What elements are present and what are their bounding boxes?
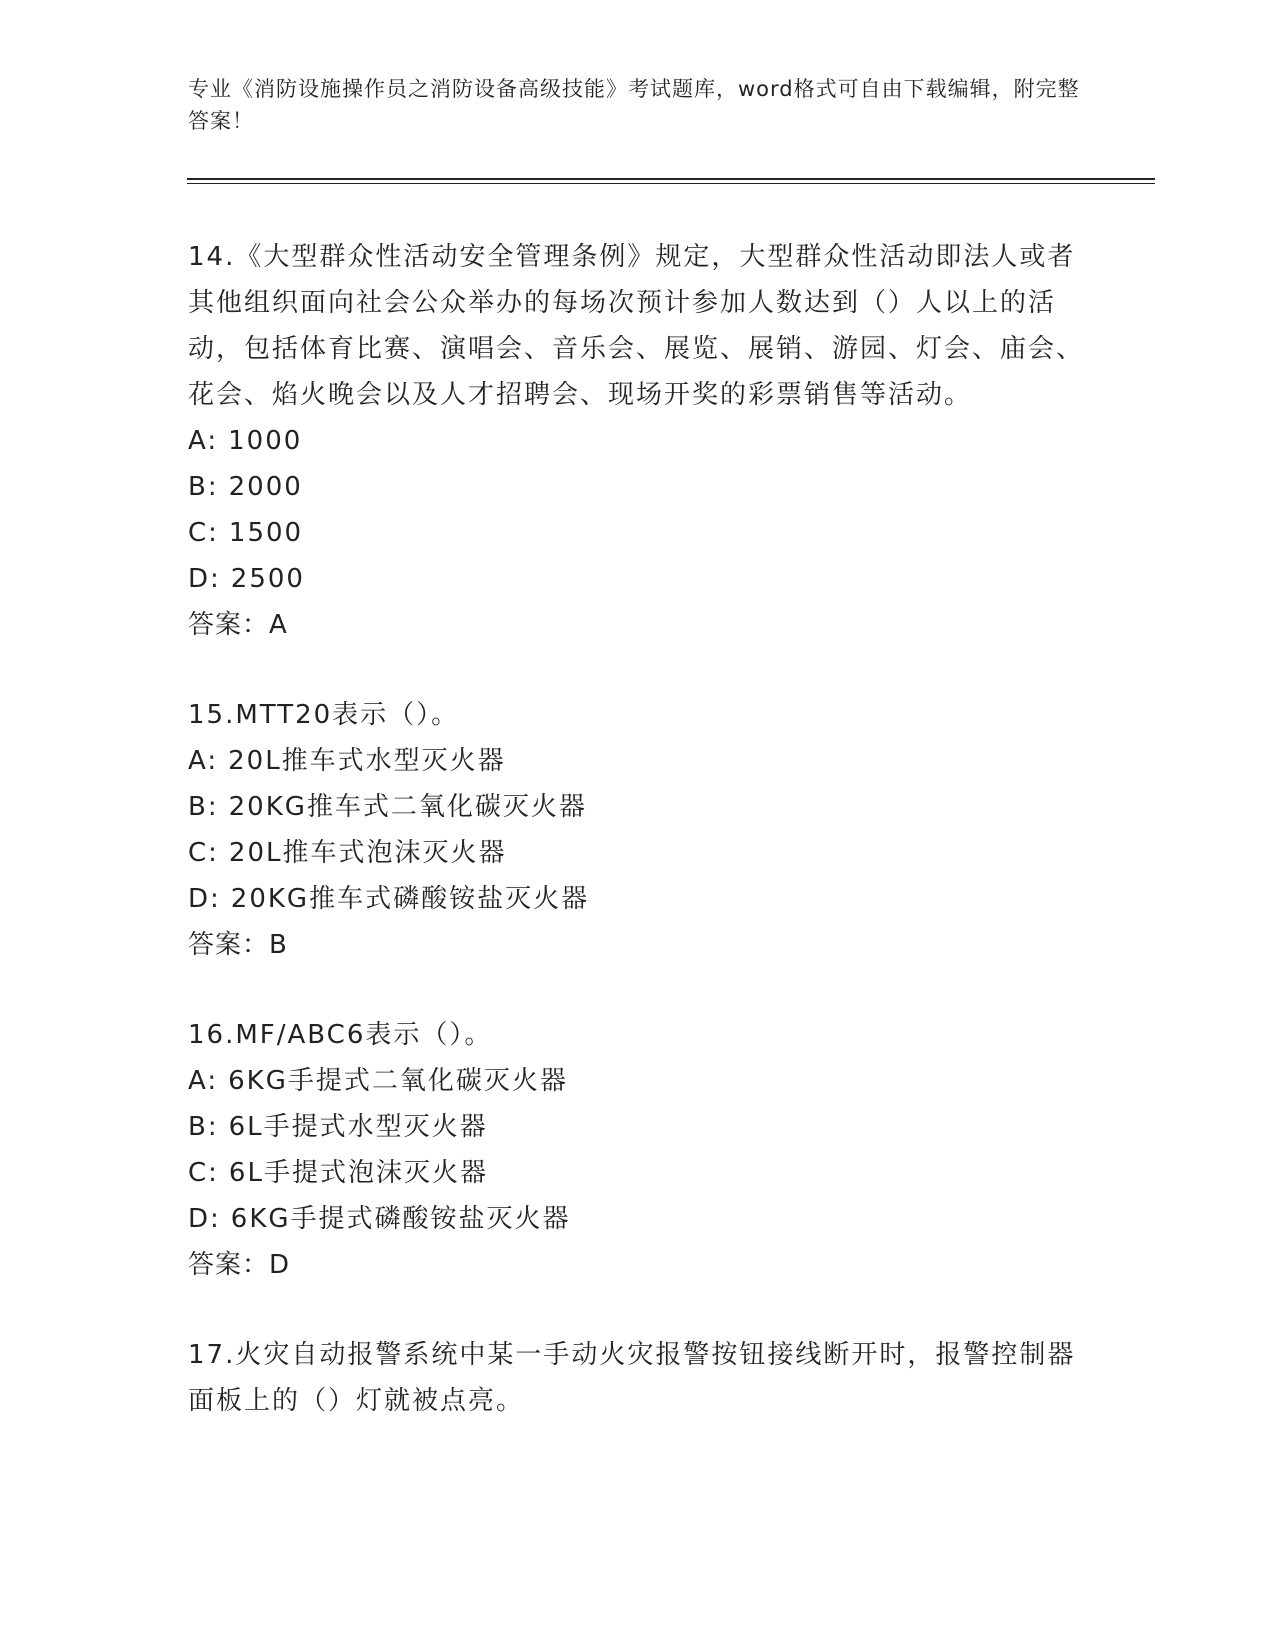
option-text: 2500 [230,564,305,594]
option-letter: B [188,1112,208,1142]
option-b [188,784,1088,830]
option-b [188,464,1088,510]
option-b [188,1104,1088,1150]
option-separator: : [207,746,219,776]
option-letter: B [188,472,208,502]
option-text: 6KG手提式磷酸铵盐灭火器 [230,1204,571,1234]
option-letter: D [188,1204,211,1234]
option-list [188,418,1088,602]
option-text: 20L推车式泡沫灭火器 [228,838,507,868]
option-text: 6L手提式泡沫灭火器 [228,1158,488,1188]
option-d [188,556,1088,602]
option-d [188,1196,1088,1242]
option-text: 20KG推车式二氧化碳灭火器 [228,792,587,822]
option-c [188,510,1088,556]
question-17 [188,1332,1088,1424]
option-separator: : [210,1204,221,1234]
option-a [188,418,1088,464]
option-a [188,738,1088,784]
question-stem: 15.MTT20表示（）。 [188,700,460,730]
header-rule-thick [187,178,1155,180]
option-separator: : [207,792,219,822]
option-separator: : [207,472,219,502]
option-a [188,1058,1088,1104]
option-separator: : [210,884,221,914]
question-list [188,234,1088,1468]
question-15 [188,692,1088,968]
option-letter: C [188,1158,209,1188]
option-letter: C [188,518,209,548]
option-text: 6KG手提式二氧化碳灭火器 [228,1066,568,1096]
option-separator: : [210,564,221,594]
option-c [188,830,1088,876]
option-letter: D [188,884,211,914]
question-stem: 17.火灾自动报警系统中某一手动火灾报警按钮接线断开时，报警控制器面板上的（）灯就被点亮。 [188,1340,1076,1416]
option-separator: : [208,518,219,548]
option-letter: C [188,838,209,868]
question-stem: 16.MF/ABC6表示（）。 [188,1020,493,1050]
option-text: 2000 [228,472,303,502]
option-letter: D [188,564,211,594]
answer-line: 答案：B [188,930,288,960]
option-letter: A [188,426,208,456]
answer-line: 答案：D [188,1250,291,1280]
option-text: 1500 [228,518,304,548]
option-c [188,1150,1088,1196]
option-d [188,876,1088,922]
question-14 [188,234,1088,648]
option-separator: : [208,838,219,868]
answer-line: 答案：A [188,610,288,640]
option-text: 1000 [228,426,303,456]
option-separator: : [207,1112,219,1142]
header-rule-thin [187,183,1155,184]
option-text: 6L手提式水型灭火器 [228,1112,488,1142]
option-letter: A [188,746,208,776]
option-separator: : [208,1158,219,1188]
option-letter: A [188,1066,208,1096]
document-header: 专业《消防设施操作员之消防设备高级技能》考试题库，word格式可自由下载编辑，附完整答案！ [188,77,1080,133]
option-text: 20KG推车式磷酸铵盐灭火器 [230,884,590,914]
option-list [188,738,1088,922]
option-letter: B [188,792,208,822]
option-separator: : [207,1066,219,1096]
question-16 [188,1012,1088,1288]
question-stem: 14.《大型群众性活动安全管理条例》规定，大型群众性活动即法人或者其他组织面向社会公众举办的每场次预计参加人数达到（）人以上的活动，包括体育比赛、演唱会、音乐会、展览、展销、游园、灯会、庙会、花会、焰火晚会以及人才招聘会、现场开奖的彩票销售等活动。 [188,242,1085,410]
option-text: 20L推车式水型灭火器 [228,746,506,776]
option-list [188,1058,1088,1242]
option-separator: : [207,426,219,456]
